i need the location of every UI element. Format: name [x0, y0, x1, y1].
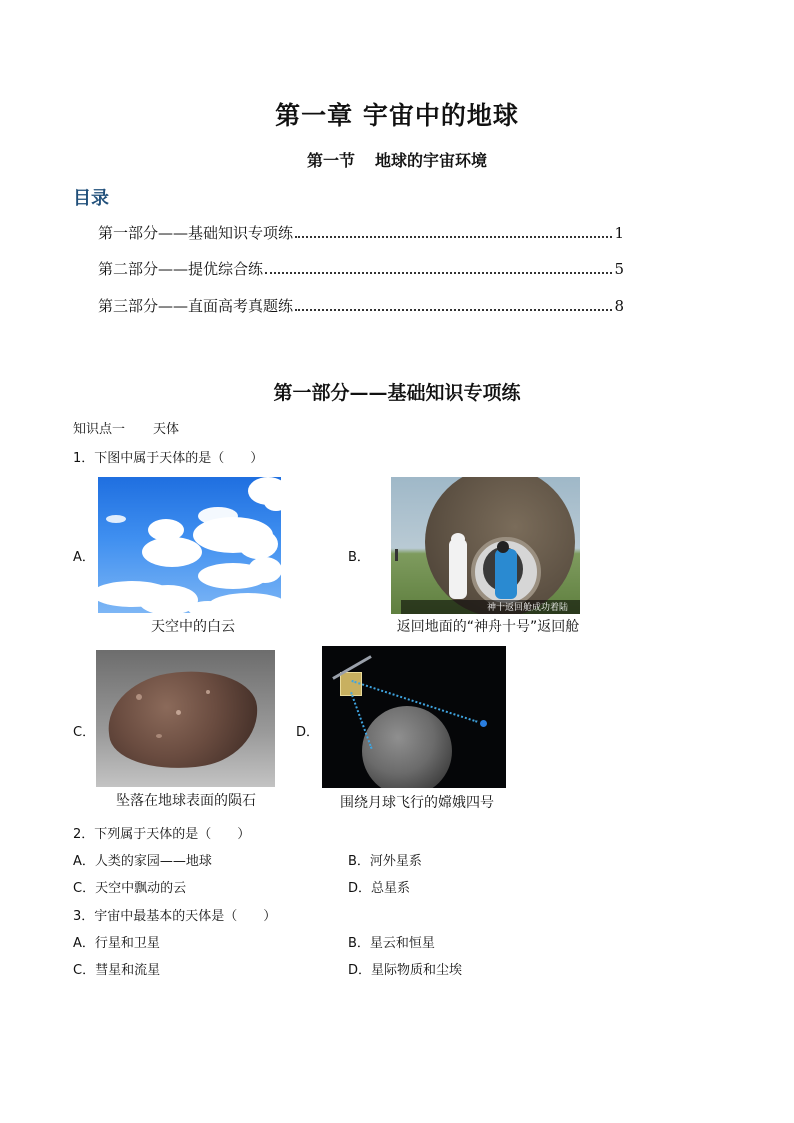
option-caption: 天空中的白云 — [151, 619, 235, 635]
option-letter: A． — [73, 550, 95, 565]
shenzhou-capsule-photo — [391, 477, 580, 614]
option-caption: 围绕月球飞行的嫦娥四号 — [340, 795, 494, 811]
answer-option[interactable]: A．人类的家园——地球 — [73, 854, 212, 869]
question-stem: 2．下列属于天体的是（ ） — [73, 827, 251, 842]
toc-leader-dots — [295, 309, 612, 311]
section-name: 地球的宇宙环境 — [375, 151, 488, 170]
part-title: 第一部分——基础知识专项练 — [273, 382, 521, 404]
blue-sky-clouds-photo — [98, 477, 281, 613]
toc-item-page: 1 — [614, 224, 624, 242]
option-letter: D． — [296, 725, 320, 740]
toc-item-page: 5 — [614, 260, 624, 278]
toc-item[interactable] — [98, 222, 624, 244]
toc-item-page: 8 — [614, 297, 624, 315]
answer-option[interactable]: B．河外星系 — [348, 854, 422, 869]
option-caption: 返回地面的“神舟十号”返回舱 — [396, 619, 580, 635]
toc-item-label: 第二部分——提优综合练 — [98, 260, 264, 278]
toc-item-label: 第一部分——基础知识专项练 — [98, 224, 294, 242]
toc-item[interactable] — [98, 295, 624, 317]
toc-leader-dots — [265, 272, 612, 274]
toc-item-label: 第三部分——直面高考真题练 — [98, 297, 294, 315]
answer-option[interactable]: C．天空中飘动的云 — [73, 881, 187, 896]
toc-item[interactable] — [98, 258, 624, 280]
toc-heading: 目录 — [73, 188, 109, 209]
section-title — [0, 148, 794, 171]
answer-option[interactable]: D．星际物质和尘埃 — [348, 963, 463, 978]
knowledge-point-name: 天体 — [153, 422, 180, 437]
option-letter: C． — [73, 725, 96, 740]
question-stem: 1．下图中属于天体的是（ ） — [73, 451, 264, 466]
knowledge-point-label: 知识点一 — [73, 422, 126, 437]
question-stem: 3．宇宙中最基本的天体是（ ） — [73, 909, 277, 924]
chapter-title: 第一章 宇宙中的地球 — [275, 101, 519, 130]
option-caption: 坠落在地球表面的陨石 — [116, 793, 256, 809]
meteorite-photo — [96, 650, 275, 787]
change4-moon-illustration — [322, 646, 506, 788]
section-number: 第一节 — [306, 151, 355, 170]
photo-caption-text: 神十返回舱成功着陆 — [486, 603, 568, 613]
answer-option[interactable]: C．彗星和流星 — [73, 963, 161, 978]
toc-leader-dots — [295, 236, 612, 238]
option-letter: B． — [348, 550, 370, 565]
knowledge-point — [73, 418, 179, 437]
answer-option[interactable]: B．星云和恒星 — [348, 936, 435, 951]
answer-option[interactable]: D．总星系 — [348, 881, 411, 896]
answer-option[interactable]: A．行星和卫星 — [73, 936, 160, 951]
